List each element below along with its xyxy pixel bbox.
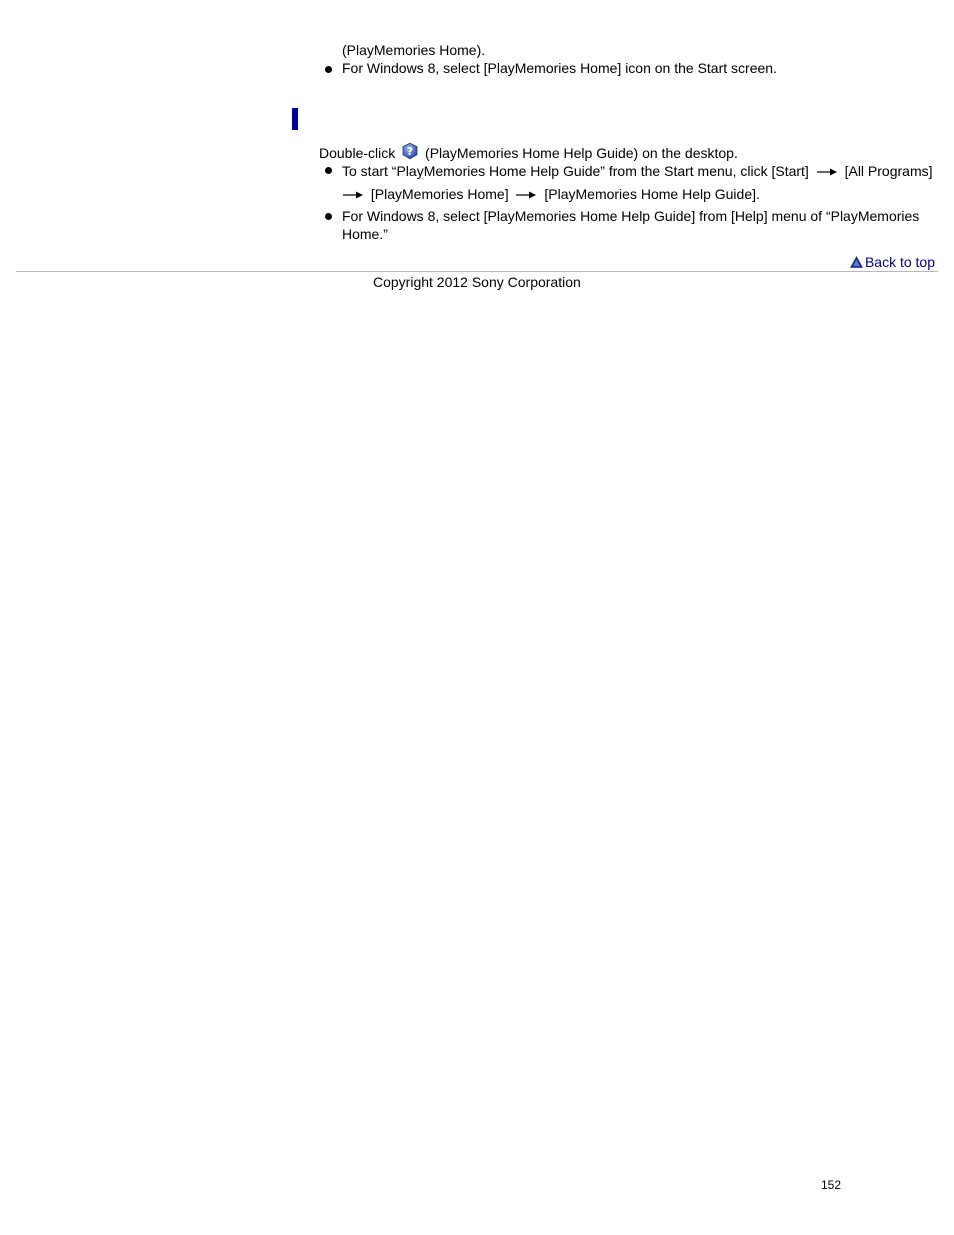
playmemories-home-text: [PlayMemories Home] — [370, 186, 509, 202]
up-triangle-icon — [850, 256, 863, 268]
bullet-dot — [325, 167, 332, 174]
double-click-label: Double-click — [319, 145, 396, 161]
section-heading-marker — [292, 108, 298, 130]
back-to-top-label[interactable]: Back to top — [864, 254, 935, 270]
help-question-icon — [401, 142, 419, 160]
continued-text: (PlayMemories Home). — [342, 42, 486, 58]
back-to-top-link[interactable] — [850, 253, 935, 271]
double-click-instruction — [319, 142, 738, 162]
bullet-dot — [325, 213, 332, 220]
help-guide-desktop-text: (PlayMemories Home Help Guide) on the desktop. — [425, 145, 738, 161]
right-arrow-icon — [515, 190, 537, 200]
windows8-start-screen-note: For Windows 8, select [PlayMemories Home] icon on the Start screen. — [342, 60, 777, 76]
footer-divider — [16, 271, 938, 272]
start-menu-instruction-line2 — [342, 185, 760, 203]
start-menu-instruction-line1 — [342, 162, 933, 180]
svg-text:?: ? — [406, 145, 414, 158]
help-guide-text: [PlayMemories Home Help Guide]. — [544, 186, 760, 202]
all-programs-text: [All Programs] — [844, 163, 933, 179]
page-number: 152 — [821, 1178, 842, 1192]
right-arrow-icon — [342, 190, 364, 200]
windows8-help-menu-note-line2: Home.” — [342, 226, 388, 242]
windows8-help-menu-note-line1: For Windows 8, select [PlayMemories Home Help Guide] from [Help] menu of “PlayMemories — [342, 208, 920, 224]
copyright-text: Copyright 2012 Sony Corporation — [373, 274, 581, 290]
bullet-dot — [325, 66, 332, 73]
right-arrow-icon — [816, 167, 838, 177]
start-menu-text: To start “PlayMemories Home Help Guide” from the Start menu, click [Start] — [342, 163, 809, 179]
